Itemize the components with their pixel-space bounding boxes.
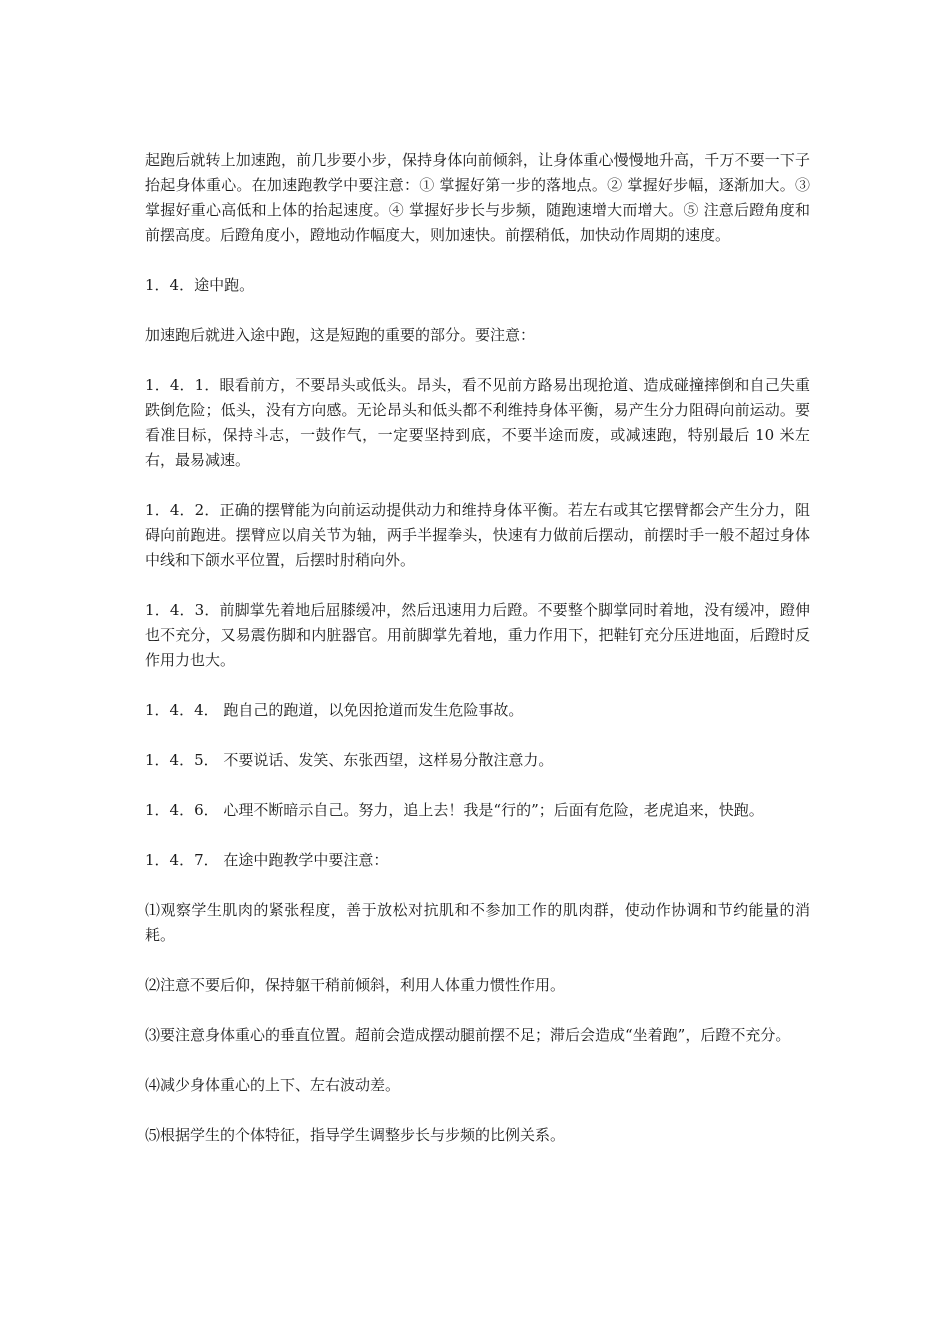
document-body — [145, 148, 810, 1173]
list-item-1: ⑴观察学生肌肉的紧张程度，善于放松对抗肌和不参加工作的肌肉群，使动作协调和节约能量的消耗。 — [145, 901, 810, 944]
list-item-2: ⑵注意不要后仰，保持躯干稍前倾斜，利用人体重力惯性作用。 — [145, 976, 566, 994]
paragraph-mid-race-intro: 加速跑后就进入途中跑，这是短跑的重要的部分。要注意： — [145, 326, 536, 344]
heading-mid-race-run: 1．4．途中跑。 — [145, 276, 255, 294]
list-item-3: ⑶要注意身体重心的垂直位置。超前会造成摆动腿前摆不足；滞后会造成“坐着跑”，后蹬不充分。 — [145, 1026, 791, 1044]
paragraph-1-4-6: 1．4．6． 心理不断暗示自己。努力，追上去！我是“行的”；后面有危险，老虎追来，快跑。 — [145, 801, 764, 819]
list-item-4: ⑷减少身体重心的上下、左右波动差。 — [145, 1076, 401, 1094]
paragraph-1-4-5: 1．4．5． 不要说话、发笑、东张西望，这样易分散注意力。 — [145, 751, 554, 769]
list-item-5: ⑸根据学生的个体特征，指导学生调整步长与步频的比例关系。 — [145, 1126, 566, 1144]
paragraph-1-4-1: 1．4．1．眼看前方，不要昂头或低头。昂头，看不见前方路易出现抢道、造成碰撞摔倒和自己失重跌倒危险；低头，没有方向感。无论昂头和低头都不利维持身体平衡，易产生分力阻碍向前运动。要看准目标，保持斗志，一鼓作气，一定要坚持到底，不要半途而废，或减速跑，特别最后 10 米左右，最易减速。 — [145, 376, 810, 469]
paragraph-1-4-3: 1．4．3．前脚掌先着地后屈膝缓冲，然后迅速用力后蹬。不要整个脚掌同时着地，没有缓冲，蹬伸也不充分，又易震伤脚和内脏器官。用前脚掌先着地，重力作用下，把鞋钉充分压进地面，后蹬时反作用力也大。 — [145, 601, 810, 669]
paragraph-1-4-2: 1．4．2．正确的摆臂能为向前运动提供动力和维持身体平衡。若左右或其它摆臂都会产生分力，阻碍向前跑进。摆臂应以肩关节为轴，两手半握拳头，快速有力做前后摆动，前摆时手一般不超过身体中线和下颌水平位置，后摆时肘稍向外。 — [145, 501, 810, 569]
paragraph-accelerating-run: 起跑后就转上加速跑，前几步要小步，保持身体向前倾斜，让身体重心慢慢地升高，千万不要一下子抬起身体重心。在加速跑教学中要注意：① 掌握好第一步的落地点。② 掌握好步幅，逐渐加大。③ 掌握好重心高低和上体的抬起速度。④ 掌握好步长与步频，随跑速增大而增大。⑤ 注意后蹬角度和前摆高度。后蹬角度小，蹬地动作幅度大，则加速快。前摆稍低，加快动作周期的速度。 — [145, 151, 810, 244]
paragraph-1-4-7: 1．4．7． 在途中跑教学中要注意： — [145, 851, 389, 869]
paragraph-1-4-4: 1．4．4． 跑自己的跑道，以免因抢道而发生危险事故。 — [145, 701, 524, 719]
